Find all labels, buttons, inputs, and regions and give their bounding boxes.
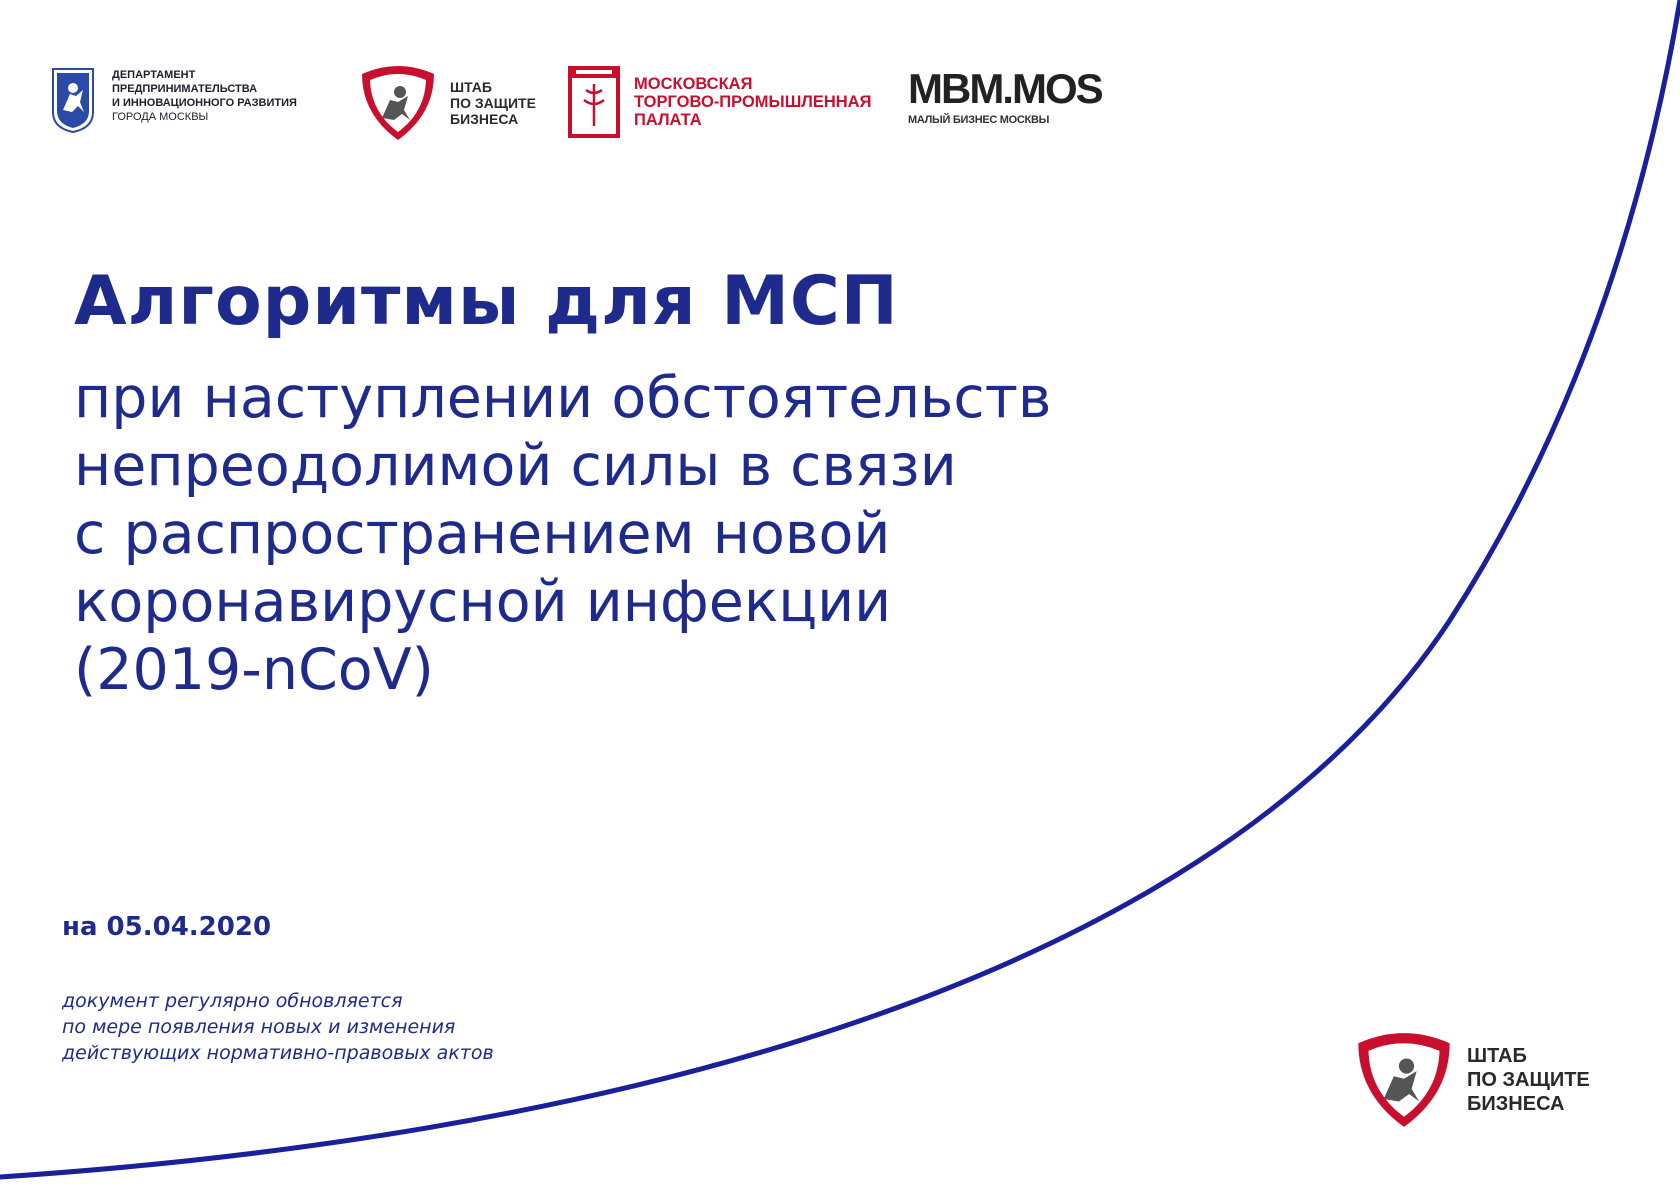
dept-logo-line-2: ПРЕДПРИНИМАТЕЛЬСТВА [112, 83, 258, 95]
subtitle-line: с распространением новой [74, 501, 891, 567]
subtitle-line: непреодолимой силы в связи [74, 433, 957, 499]
dept-logo-line-4: ГОРОДА МОСКВЫ [112, 111, 209, 123]
chamber-logo [566, 64, 871, 140]
shield-icon [1353, 1028, 1455, 1132]
mbm-logo [908, 65, 1102, 126]
page-title: Алгоритмы для МСП [74, 262, 899, 341]
shtab-logo-line-2: ПО ЗАЩИТЕ [450, 95, 536, 111]
shtab-logo-line-1: ШТАБ [450, 79, 492, 95]
note-line: действующих нормативно-правовых актов [62, 1042, 494, 1064]
footer-logo-line-2: ПО ЗАЩИТЕ [1467, 1069, 1590, 1091]
chamber-logo-line-1: МОСКОВСКАЯ [634, 75, 753, 93]
shtab-logo-line-3: БИЗНЕСА [450, 111, 519, 127]
subtitle-line: коронавирусной инфекции [74, 569, 892, 635]
mbm-logo-subtitle: МАЛЫЙ БИЗНЕС МОСКВЫ [908, 114, 1050, 126]
note-line: по мере появления новых и изменения [62, 1016, 456, 1038]
dept-logo [50, 66, 297, 134]
moscow-coat-of-arms-icon [50, 66, 96, 134]
update-note [62, 988, 494, 1066]
footer-logo-line-3: БИЗНЕСА [1467, 1093, 1565, 1115]
footer-logo-line-1: ШТАБ [1467, 1045, 1527, 1067]
shield-icon [358, 62, 438, 144]
dept-logo-line-3: И ИННОВАЦИОННОГО РАЗВИТИЯ [112, 97, 297, 109]
document-date: на 05.04.2020 [62, 912, 272, 942]
shtab-logo [358, 62, 536, 144]
chamber-logo-line-3: ПАЛАТА [634, 111, 702, 129]
subtitle-line: при наступлении обстоятельств [74, 365, 1052, 431]
footer-shtab-logo [1353, 1028, 1590, 1132]
chamber-crest-icon [566, 64, 622, 140]
page-subtitle [74, 364, 1052, 704]
note-line: документ регулярно обновляется [62, 990, 403, 1012]
subtitle-line: (2019-nCoV) [74, 637, 434, 703]
mbm-logo-title: MBM.MOS [908, 65, 1102, 112]
dept-logo-line-1: ДЕПАРТАМЕНТ [112, 69, 196, 81]
chamber-logo-line-2: ТОРГОВО-ПРОМЫШЛЕННАЯ [634, 93, 872, 111]
